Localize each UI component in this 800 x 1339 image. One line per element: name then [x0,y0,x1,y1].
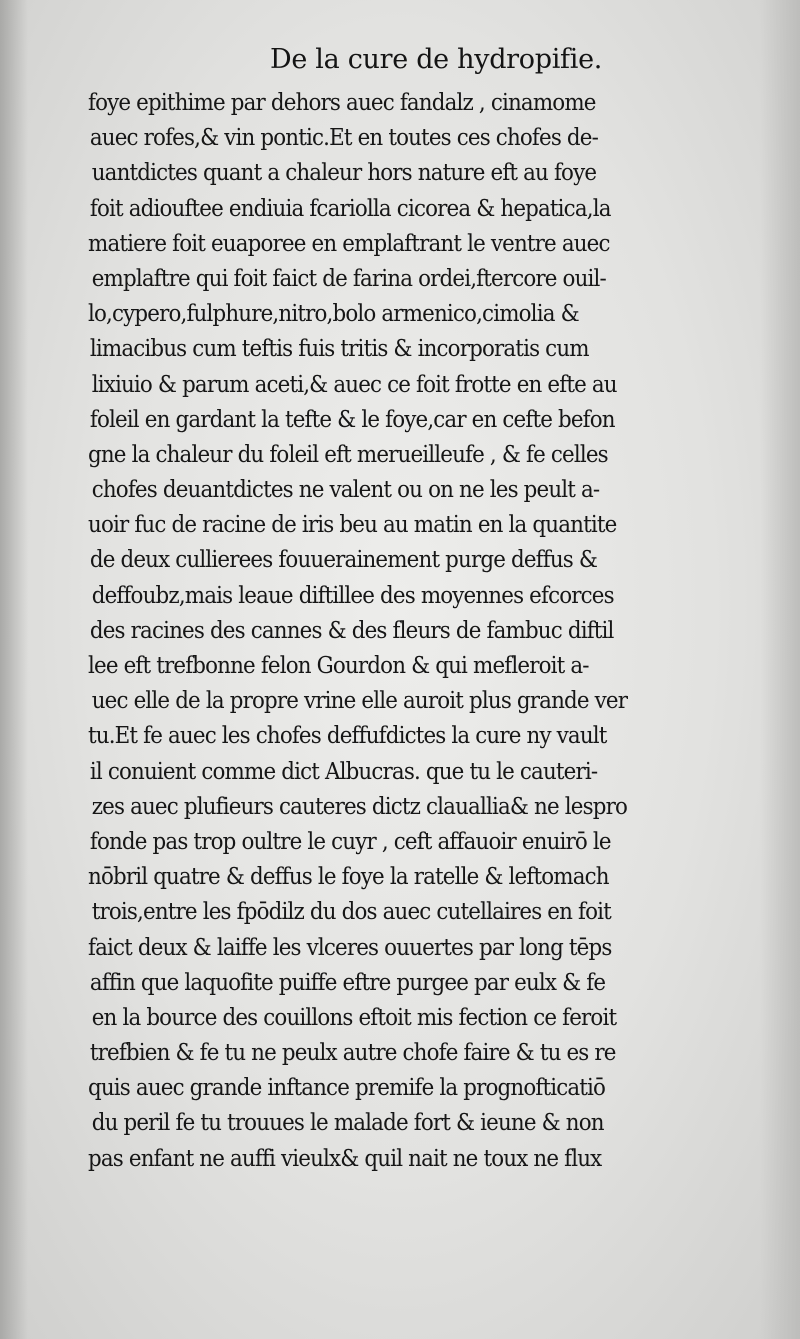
text-line: des racines des cannes & des fleurs de fambuc diftil [89,617,614,644]
text-line: il conuient comme dict Albucras. que tu le cauteri- [89,758,598,785]
text-line: fonde pas trop oultre le cuyr , ceft affauoir enuirō le [89,828,611,855]
text-line: de deux cullierees fouuerainement purge deffus & [89,547,598,574]
text-line: uec elle de la propre vrine elle auroit plus grande ver [91,688,628,715]
text-line: gne la chaleur du foleil eft merueilleufe , & fe celles [88,441,608,468]
body-text [88,86,748,1177]
text-line: trois,entre les fpōdilz du dos auec cutellaires en foit [91,899,611,926]
text-line: lee eft trefbonne felon Gourdon & qui mefleroit a- [88,653,589,679]
running-head: De la cure de hydropifie. [270,44,603,75]
text-line: du peril fe tu trouues le malade fort & ieune & non [91,1110,604,1137]
text-line: faict deux & laiffe les vlceres ouuertes par long tēps [88,934,612,961]
text-line: chofes deuantdictes ne valent ou on ne les peult a- [91,477,600,504]
text-line: auec rofes,& vin pontic.Et en toutes ces chofes de- [89,125,599,152]
text-line: trefbien & fe tu ne peulx autre chofe faire & tu es re [89,1040,616,1067]
text-line: quis auec grande inftance premife la prognofticatiō [88,1075,606,1102]
text-line: pas enfant ne auffi vieulx& quil nait ne toux ne flux [88,1145,602,1172]
text-line: lixiuio & parum aceti,& auec ce foit frotte en efte au [91,371,617,398]
text-line: foit adiouftee endiuia fcariolla cicorea & hepatica,la [89,195,611,222]
text-line: tu.Et fe auec les chofes deffufdictes la cure ny vault [88,723,607,750]
text-line: uantdictes quant a chaleur hors nature eft au foye [91,160,597,187]
text-line: affin que laquofite puiffe eftre purgee par eulx & fe [89,969,606,996]
text-line: en la bource des couillons eftoit mis fection ce feroit [91,1004,617,1031]
text-line: foleil en gardant la tefte & le foye,car en cefte befon [89,406,615,433]
text-line: matiere foit euaporee en emplaftrant le ventre auec [88,230,610,257]
text-line: foye epithime par dehors auec fandalz , cinamome [88,90,596,116]
text-line: uoir fuc de racine de iris beu au matin en la quantite [88,512,617,539]
text-line: lo,cypero,fulphure,nitro,bolo armenico,cimolia & [88,301,579,328]
text-line: emplaftre qui foit faict de farina ordei,ftercore ouil- [91,265,606,292]
text-line: limacibus cum teftis fuis tritis & incorporatis cum [89,336,589,363]
text-line: zes auec plufieurs cauteres dictz clauallia& ne lespro [91,793,628,820]
text-line: nōbril quatre & deffus le foye la ratelle & leftomach [88,864,609,891]
text-line: deffoubz,mais leaue diftillee des moyennes efcorces [91,582,614,609]
